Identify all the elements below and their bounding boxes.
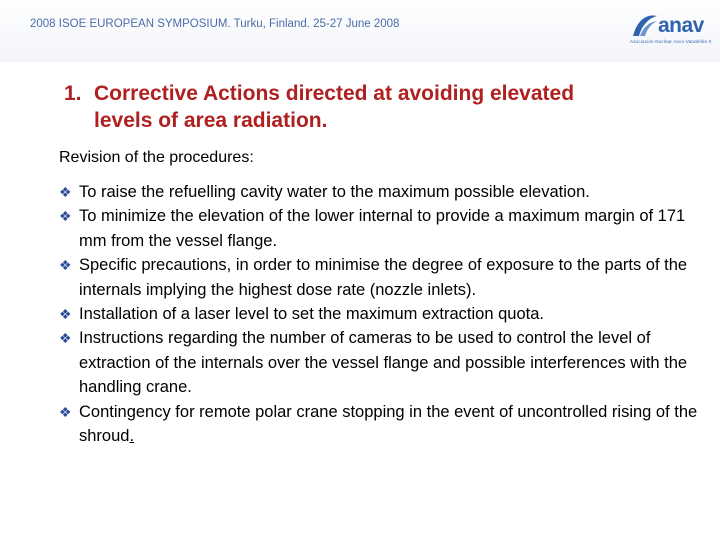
logo-word: anav xyxy=(658,14,704,37)
bullet-text: To minimize the elevation of the lower internal to provide a maximum margin of 171 mm from the vessel flange. xyxy=(79,207,686,250)
logo-tagline: Asociación Nuclear Ascó-Vandellós II xyxy=(630,39,712,44)
anav-logo xyxy=(630,12,712,48)
list-item xyxy=(59,326,709,399)
list-item xyxy=(59,302,709,326)
list-item xyxy=(59,400,709,449)
list-item xyxy=(59,180,709,204)
bullet-text: To raise the refuelling cavity water to the maximum possible elevation. xyxy=(79,183,590,201)
diamond-bullet-icon: ❖ xyxy=(59,306,72,323)
slide-title xyxy=(64,80,584,134)
header-band xyxy=(0,0,720,62)
anav-swoosh-logo-icon xyxy=(630,12,660,40)
diamond-bullet-icon: ❖ xyxy=(59,208,72,225)
bullet-text: Specific precautions, in order to minimise the degree of exposure to the parts of the internals implying the highest dose rate (nozzle inlets). xyxy=(79,256,688,299)
diamond-bullet-icon: ❖ xyxy=(59,403,72,420)
bullet-list xyxy=(59,180,709,448)
bullet-text: Contingency for remote polar crane stopping in the event of uncontrolled rising of the shroud xyxy=(79,402,698,446)
title-number: 1. xyxy=(64,82,82,105)
bullet-text: Installation of a laser level to set the maximum extraction quota. xyxy=(79,305,544,324)
diamond-bullet-icon: ❖ xyxy=(59,257,72,274)
header-event-text: 2008 ISOE EUROPEAN SYMPOSIUM. Turku, Finland. 25-27 June 2008 xyxy=(30,18,400,30)
diamond-bullet-icon: ❖ xyxy=(59,184,72,200)
title-text: Corrective Actions directed at avoiding elevated levels of area radiation. xyxy=(94,82,575,132)
bullet-trailing-period: . xyxy=(129,427,135,446)
subtitle: Revision of the procedures: xyxy=(59,149,254,166)
diamond-bullet-icon: ❖ xyxy=(59,330,72,347)
bullet-text: Instructions regarding the number of cameras to be used to control the level of extraction of the internals over the vessel flange and possible interferences with the handling crane. xyxy=(79,329,688,397)
list-item xyxy=(59,204,709,253)
list-item xyxy=(59,253,709,302)
